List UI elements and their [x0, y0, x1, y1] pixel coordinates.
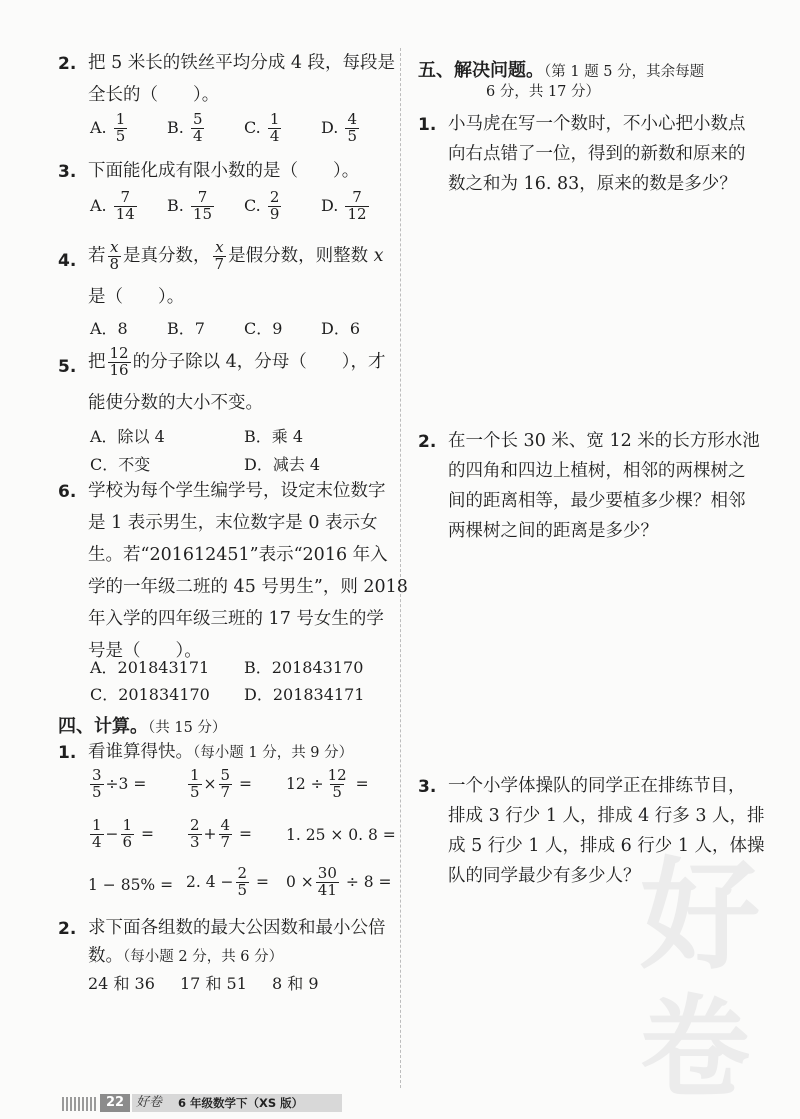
- q3-line1: 下面能化成有限小数的是（ ）。: [88, 161, 360, 181]
- c2-pair-3: 8 和 9: [272, 974, 319, 993]
- q6-line3: 生。若“201612451”表示“2016 年入: [88, 545, 388, 565]
- q2-number: 2.: [58, 54, 77, 74]
- calc-e7: 1 − 85% =: [88, 876, 174, 894]
- watermark-char-2: 卷: [640, 984, 750, 1112]
- q3-option-d[interactable]: D. $\frac{7}{12}$: [321, 188, 367, 223]
- q2-option-a[interactable]: A. $\frac{1}{5}$: [90, 110, 126, 145]
- p2-line4: 两棵树之间的距离是多少？: [448, 521, 658, 541]
- q5-number: 5.: [58, 357, 77, 377]
- c1-title: 看谁算得快。（每小题 1 分，共 9 分）: [88, 742, 354, 762]
- section5-title: 五、解决问题。（第 1 题 5 分，其余每题: [418, 60, 705, 81]
- q2-line2: 全长的（ ）。: [88, 85, 220, 105]
- q4-option-b[interactable]: B．7: [167, 319, 205, 338]
- footer-page-number: 22: [105, 1095, 125, 1110]
- p2-line1: 在一个长 30 米、宽 12 米的长方形水池: [448, 431, 760, 451]
- q3-option-a[interactable]: A. $\frac{7}{14}$: [90, 188, 135, 223]
- page-footer: [0, 1090, 800, 1119]
- q5-option-c[interactable]: C．不变: [90, 455, 151, 474]
- q3-option-c[interactable]: C. $\frac{2}{9}$: [244, 188, 280, 223]
- calc-e5: $\frac{2}{3}$ + $\frac{4}{7}$ =: [190, 816, 253, 851]
- q6-line4: 学的一年级二班的 45 号男生”，则 2018: [88, 577, 408, 597]
- c2-pair-2: 17 和 51: [180, 974, 247, 993]
- q5-option-b[interactable]: B．乘 4: [244, 427, 304, 446]
- q4-number: 4.: [58, 251, 77, 271]
- q5-line1: 把 $\frac{12}{16}$ 的分子除以 4，分母（ ），才: [88, 344, 386, 379]
- q4-option-c[interactable]: C．9: [244, 319, 283, 338]
- q4-line1: 若 $\frac{x}{8}$ 是真分数， $\frac{x}{7}$ 是假分数，则整数 x: [88, 238, 384, 273]
- p1-line2: 向右点错了一位，得到的新数和原来的: [448, 144, 746, 164]
- p3-line4: 队的同学最少有多少人？: [448, 866, 641, 886]
- c2-line1: 求下面各组数的最大公因数和最小公倍: [88, 918, 386, 938]
- calc-e8: 2. 4 − $\frac{2}{5}$ =: [186, 864, 269, 899]
- column-divider: [400, 48, 401, 1088]
- q6-line1: 学校为每个学生编学号，设定末位数字: [88, 481, 386, 501]
- q6-line6: 号是（ ）。: [88, 641, 202, 661]
- p1-line3: 数之和为 16. 83，原来的数是多少？: [448, 174, 737, 194]
- calc-e3: 12 ÷ $\frac{12}{5}$ =: [286, 766, 369, 801]
- calc-e1: $\frac{3}{5}$ ÷3 =: [92, 766, 147, 801]
- q3-option-b[interactable]: B. $\frac{7}{15}$: [167, 188, 213, 223]
- q2-option-b[interactable]: B. $\frac{5}{4}$: [167, 110, 203, 145]
- q4-option-a[interactable]: A．8: [90, 319, 128, 338]
- calc-e4: $\frac{1}{4}$ − $\frac{1}{6}$ =: [92, 816, 155, 851]
- q5-option-a[interactable]: A．除以 4: [90, 427, 165, 446]
- footer-brand-logo: 好卷: [136, 1095, 163, 1110]
- calc-e2: $\frac{1}{5}$ × $\frac{5}{7}$ =: [190, 766, 253, 801]
- footer-book-title: 6 年级数学下（XS 版）: [178, 1096, 304, 1110]
- p3-number: 3.: [418, 777, 437, 797]
- q2-option-c[interactable]: C. $\frac{1}{4}$: [244, 110, 280, 145]
- q6-number: 6.: [58, 482, 77, 502]
- q6-option-b[interactable]: B．201843170: [244, 658, 364, 677]
- q2-line1: 把 5 米长的铁丝平均分成 4 段，每段是: [88, 53, 396, 73]
- p3-line1: 一个小学体操队的同学正在排练节目，: [448, 776, 746, 796]
- p1-number: 1.: [418, 115, 437, 135]
- q3-number: 3.: [58, 162, 77, 182]
- c2-line2: 数。（每小题 2 分，共 6 分）: [88, 946, 284, 966]
- p2-number: 2.: [418, 432, 437, 452]
- q6-line5: 年入学的四年级三班的 17 号女生的学: [88, 609, 384, 629]
- q6-option-d[interactable]: D．201834171: [244, 685, 365, 704]
- footer-bars: [62, 1097, 98, 1111]
- q5-option-d[interactable]: D．减去 4: [244, 455, 321, 474]
- c2-number: 2.: [58, 919, 77, 939]
- p3-line3: 成 5 行少 1 人，排成 6 行少 1 人，体操: [448, 836, 765, 856]
- p3-line2: 排成 3 行少 1 人，排成 4 行多 3 人，排: [448, 806, 765, 826]
- p2-line3: 间的距离相等，最少要植多少棵？相邻: [448, 491, 746, 511]
- section4-title: 四、计算。（共 15 分）: [58, 716, 227, 737]
- p2-line2: 的四角和四边上植树，相邻的两棵树之: [448, 461, 746, 481]
- section5-note-line2: 6 分，共 17 分）: [486, 84, 601, 100]
- q6-option-a[interactable]: A．201843171: [90, 658, 210, 677]
- q4-option-d[interactable]: D．6: [321, 319, 361, 338]
- c2-pair-1: 24 和 36: [88, 974, 155, 993]
- q4-line2: 是（ ）。: [88, 287, 185, 307]
- c1-number: 1.: [58, 743, 77, 763]
- q5-line2: 能使分数的大小不变。: [88, 393, 263, 413]
- calc-e6: 1. 25 × 0. 8 =: [286, 826, 396, 844]
- calc-e9: 0 × $\frac{30}{41}$ ÷ 8 =: [286, 864, 392, 899]
- p1-line1: 小马虎在写一个数时，不小心把小数点: [448, 114, 746, 134]
- q2-option-d[interactable]: D. $\frac{4}{5}$: [321, 110, 357, 145]
- watermark-char-1: 好: [640, 847, 760, 986]
- q6-line2: 是 1 表示男生，末位数字是 0 表示女: [88, 513, 378, 533]
- q6-option-c[interactable]: C．201834170: [90, 685, 210, 704]
